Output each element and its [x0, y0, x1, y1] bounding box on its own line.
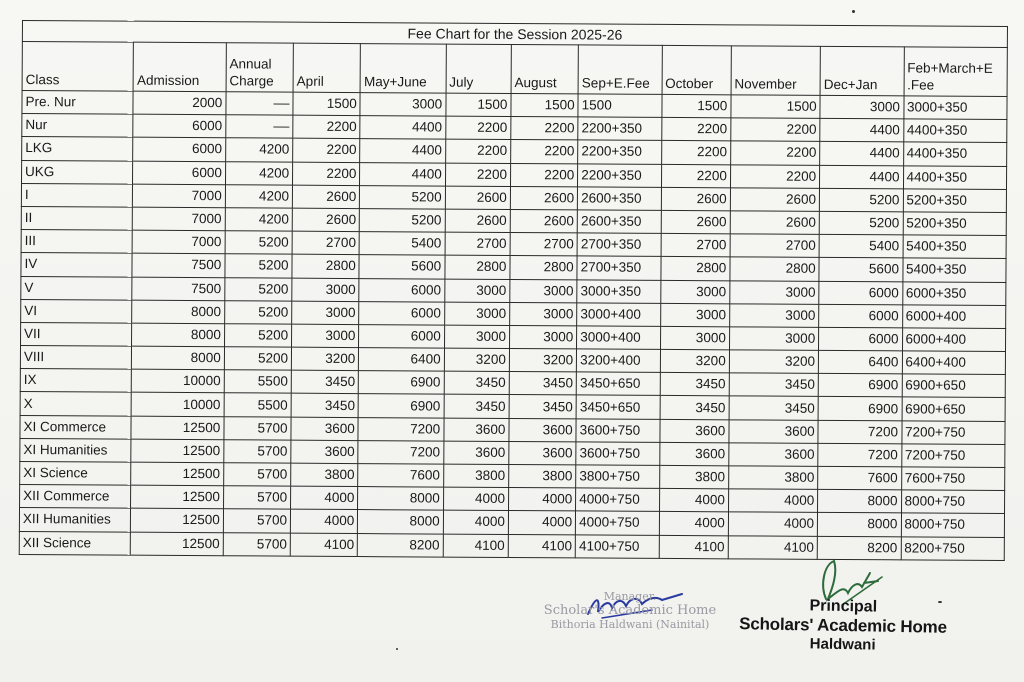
cell-august: 3450 [509, 372, 576, 396]
cell-annual: 5500 [224, 370, 291, 394]
cell-april: 2200 [293, 162, 360, 186]
cell-august: 1500 [511, 93, 578, 117]
cell-sep: 2200+350 [578, 140, 661, 164]
cell-class: I [21, 183, 133, 207]
cell-dec-jan: 8200 [817, 536, 900, 560]
cell-july: 2200 [445, 116, 510, 140]
cell-august: 3000 [510, 302, 577, 326]
cell-october: 3000 [660, 326, 729, 350]
cell-august: 2600 [510, 209, 577, 233]
cell-admission: 6000 [133, 114, 226, 138]
cell-april: 2200 [293, 139, 360, 163]
cell-class: X [20, 392, 132, 416]
cell-dec-jan: 6400 [819, 350, 902, 374]
cell-august: 2700 [510, 233, 577, 257]
fee-table-body [19, 91, 1007, 561]
cell-dec-jan: 8000 [818, 513, 901, 537]
cell-dec-jan: 5600 [819, 258, 902, 282]
cell-feb-march: 5400+350 [902, 258, 1006, 282]
cell-dec-jan: 5200 [819, 211, 902, 235]
cell-feb-march: 7200+750 [901, 444, 1005, 468]
cell-sep: 3600+750 [576, 419, 659, 443]
cell-july: 3800 [443, 464, 508, 488]
manager-school-name: Scholar's Academic Home [543, 603, 717, 618]
cell-october: 3600 [659, 442, 728, 466]
cell-november: 3000 [729, 304, 818, 328]
cell-annual: 4200 [225, 138, 292, 162]
cell-dec-jan: 6900 [818, 397, 901, 421]
cell-class: V [21, 276, 133, 300]
cell-november: 3200 [729, 350, 818, 374]
cell-sep: 2200+350 [578, 117, 661, 141]
cell-may-june: 6900 [358, 394, 443, 418]
cell-may-june: 7200 [358, 440, 443, 464]
cell-annual: 5700 [223, 463, 290, 487]
cell-dec-jan: 6900 [818, 374, 901, 398]
cell-class: XII Science [19, 531, 131, 555]
cell-annual: 4200 [225, 208, 292, 232]
cell-annual: 5200 [224, 300, 291, 324]
cell-annual: 5200 [224, 324, 291, 348]
cell-july: 2800 [445, 255, 510, 279]
cell-august: 3200 [509, 349, 576, 373]
cell-april: 3000 [292, 301, 359, 325]
table-title: Fee Chart for the Session 2025-26 [22, 21, 1007, 48]
cell-april: 4100 [290, 533, 357, 557]
cell-july: 3600 [444, 418, 509, 442]
cell-october: 2200 [661, 118, 730, 142]
cell-november: 1500 [731, 95, 820, 119]
cell-dec-jan: 6000 [819, 327, 902, 351]
cell-admission: 12500 [131, 416, 224, 440]
cell-sep: 2600+350 [577, 210, 660, 234]
cell-october: 3450 [660, 396, 729, 420]
cell-august: 3600 [509, 418, 576, 442]
cell-dec-jan: 8000 [818, 490, 901, 514]
cell-admission: 2000 [133, 91, 226, 115]
cell-annual: 5700 [223, 486, 290, 510]
cell-august: 4000 [508, 511, 575, 535]
cell-october: 2800 [660, 257, 729, 281]
cell-november: 2600 [730, 188, 819, 212]
cell-class: XI Science [20, 461, 132, 485]
principal-school-name: Scholars' Academic Home [739, 614, 947, 637]
scan-speck [852, 10, 855, 13]
cell-august: 2600 [510, 186, 577, 210]
cell-feb-march: 4400+350 [903, 142, 1007, 166]
cell-dec-jan: 4400 [820, 119, 903, 143]
cell-july: 4100 [443, 534, 508, 558]
cell-dec-jan: 7600 [818, 466, 901, 490]
cell-july: 3000 [444, 325, 509, 349]
cell-may-june: 5200 [360, 185, 445, 209]
cell-november: 2800 [730, 257, 819, 281]
cell-july: 3600 [443, 441, 508, 465]
cell-july: 4000 [443, 510, 508, 534]
cell-november: 3450 [729, 396, 818, 420]
cell-sep: 1500 [578, 94, 661, 118]
manager-role: Manager. [603, 590, 657, 603]
cell-sep: 3450+650 [576, 372, 659, 396]
cell-sep: 2600+350 [578, 187, 661, 211]
col-header-annual-line1: Annual [229, 56, 272, 72]
cell-may-june: 6000 [359, 301, 444, 325]
cell-feb-march: 5200+350 [903, 189, 1007, 213]
principal-stamp [738, 596, 949, 655]
cell-annual: 5500 [224, 393, 291, 417]
cell-may-june: 5200 [360, 209, 445, 233]
cell-feb-march: 6000+400 [902, 305, 1006, 329]
cell-feb-march: 6000+350 [902, 281, 1006, 305]
cell-annual: 5200 [225, 254, 292, 278]
cell-admission: 8000 [132, 323, 225, 347]
cell-class: Pre. Nur [22, 91, 134, 115]
cell-admission: 10000 [132, 393, 225, 417]
cell-november: 3000 [730, 280, 819, 304]
cell-may-june: 7600 [358, 464, 443, 488]
cell-may-june: 8200 [358, 533, 443, 557]
cell-dec-jan: 6000 [819, 281, 902, 305]
cell-november: 2200 [730, 164, 819, 188]
col-header-annual-charge [226, 43, 294, 92]
cell-april: 2800 [292, 254, 359, 278]
cell-october: 3200 [660, 349, 729, 373]
col-header-sep: Sep+E.Fee [578, 45, 662, 95]
cell-admission: 7000 [133, 184, 226, 208]
cell-july: 4000 [443, 487, 508, 511]
cell-may-june: 6000 [359, 324, 444, 348]
cell-october: 2700 [661, 234, 730, 258]
col-header-dec-jan: Dec+Jan [820, 46, 904, 96]
cell-class: VI [21, 299, 133, 323]
cell-annual [226, 115, 293, 139]
cell-sep: 2200+350 [578, 163, 661, 187]
fee-chart-table [19, 20, 1008, 561]
cell-august: 2200 [511, 117, 578, 141]
cell-october: 4000 [659, 489, 728, 513]
cell-april: 3600 [291, 417, 358, 441]
cell-may-june: 5400 [359, 232, 444, 256]
cell-feb-march: 7600+750 [901, 467, 1005, 491]
cell-annual [226, 92, 293, 116]
cell-sep: 3800+750 [576, 465, 659, 489]
cell-april: 4000 [290, 510, 357, 534]
cell-august: 2200 [510, 163, 577, 187]
cell-sep: 3600+750 [576, 442, 659, 466]
cell-october: 4100 [659, 535, 728, 559]
cell-feb-march: 6000+400 [902, 328, 1006, 352]
cell-sep: 3000+400 [577, 303, 660, 327]
cell-october: 2200 [661, 141, 730, 165]
cell-dec-jan: 5200 [820, 188, 903, 212]
cell-july: 3450 [444, 395, 509, 419]
cell-may-june: 6000 [359, 278, 444, 302]
cell-april: 2600 [292, 185, 359, 209]
cell-dec-jan: 6000 [819, 304, 902, 328]
cell-october: 3450 [660, 373, 729, 397]
col-header-july: July [446, 44, 512, 93]
cell-april: 4000 [291, 486, 358, 510]
cell-class: II [21, 206, 133, 230]
cell-class: III [21, 230, 133, 254]
manager-stamp [520, 590, 740, 631]
header-row [22, 42, 1007, 97]
cell-november: 3600 [729, 419, 818, 443]
col-header-feb-march [904, 47, 1008, 97]
cell-july: 2700 [445, 232, 510, 256]
cell-class: XII Humanities [19, 508, 131, 532]
cell-april: 1500 [293, 92, 360, 116]
cell-annual: 4200 [225, 161, 292, 185]
cell-annual: 5700 [223, 532, 290, 556]
cell-november: 2200 [731, 118, 820, 142]
col-header-october: October [662, 45, 732, 94]
cell-annual: 4200 [225, 184, 292, 208]
dash-mark [274, 104, 290, 105]
col-header-annual-line2: Charge [229, 73, 274, 89]
cell-class: UKG [22, 160, 134, 184]
cell-august: 2800 [510, 256, 577, 280]
cell-october: 3000 [660, 280, 729, 304]
cell-annual: 5200 [225, 231, 292, 255]
cell-november: 3000 [729, 327, 818, 351]
cell-feb-march: 4400+350 [903, 119, 1007, 143]
cell-admission: 12500 [131, 485, 224, 509]
cell-november: 3450 [729, 373, 818, 397]
cell-april: 3450 [291, 394, 358, 418]
manager-place: Bithoria Haldwani (Nainital) [550, 618, 710, 631]
cell-november: 2700 [730, 234, 819, 258]
cell-may-june: 4400 [360, 162, 445, 186]
cell-may-june: 3000 [360, 93, 445, 117]
cell-annual: 5200 [225, 277, 292, 301]
cell-august: 3450 [509, 395, 576, 419]
cell-november: 4000 [728, 512, 817, 536]
cell-august: 2200 [511, 140, 578, 164]
cell-class: XII Commerce [20, 485, 132, 509]
cell-october: 1500 [661, 94, 730, 118]
cell-class: IV [21, 253, 133, 277]
cell-november: 4000 [728, 489, 817, 513]
cell-annual: 5700 [223, 509, 290, 533]
cell-admission: 8000 [132, 300, 225, 324]
cell-dec-jan: 7200 [818, 420, 901, 444]
cell-april: 3200 [291, 347, 358, 371]
cell-admission: 6000 [133, 138, 226, 162]
cell-november: 4100 [728, 535, 817, 559]
cell-class: Nur [22, 114, 134, 138]
cell-feb-march: 4400+350 [903, 165, 1007, 189]
cell-sep: 2700+350 [577, 256, 660, 280]
cell-april: 3000 [292, 324, 359, 348]
cell-feb-march: 7200+750 [901, 421, 1005, 445]
col-header-april: April [293, 43, 361, 92]
col-header-feb-line2: .Fee [907, 77, 935, 93]
cell-admission: 7500 [132, 277, 225, 301]
cell-november: 3800 [728, 466, 817, 490]
cell-sep: 3000+400 [577, 326, 660, 350]
cell-class: VII [21, 322, 133, 346]
col-header-august: August [511, 44, 579, 93]
cell-october: 2200 [661, 164, 730, 188]
cell-admission: 12500 [131, 462, 224, 486]
cell-class: VIII [20, 346, 132, 370]
cell-august: 3600 [509, 441, 576, 465]
cell-april: 3800 [291, 463, 358, 487]
cell-july: 2600 [445, 186, 510, 210]
principal-title: Principal [809, 597, 878, 616]
principal-place: Haldwani [809, 635, 876, 654]
cell-april: 3000 [292, 278, 359, 302]
cell-class: IX [20, 369, 132, 393]
cell-october: 3800 [659, 465, 728, 489]
cell-may-june: 4400 [360, 139, 445, 163]
cell-admission: 12500 [131, 532, 224, 556]
col-header-may-june: May+June [360, 44, 446, 94]
cell-july: 2200 [445, 139, 510, 163]
cell-october: 3000 [660, 303, 729, 327]
cell-class: LKG [22, 137, 134, 161]
cell-august: 3000 [510, 279, 577, 303]
cell-november: 3600 [729, 443, 818, 467]
cell-sep: 2700+350 [577, 233, 660, 257]
cell-august: 3000 [509, 325, 576, 349]
cell-may-june: 4400 [360, 116, 445, 140]
cell-august: 4100 [508, 534, 575, 558]
cell-dec-jan: 4400 [820, 142, 903, 166]
cell-october: 2600 [661, 210, 730, 234]
cell-dec-jan: 4400 [820, 165, 903, 189]
col-header-november: November [731, 46, 821, 96]
cell-sep: 4000+750 [576, 488, 659, 512]
cell-admission: 8000 [132, 346, 225, 370]
cell-sep: 4000+750 [576, 511, 659, 535]
cell-july: 2200 [445, 163, 510, 187]
cell-annual: 5700 [224, 440, 291, 464]
scan-speck [396, 648, 398, 650]
cell-october: 3600 [659, 419, 728, 443]
cell-may-june: 8000 [358, 510, 443, 534]
cell-dec-jan: 7200 [818, 443, 901, 467]
cell-admission: 7500 [132, 253, 225, 277]
cell-july: 3200 [444, 348, 509, 372]
cell-november: 2200 [730, 141, 819, 165]
cell-feb-march: 8000+750 [901, 490, 1005, 514]
col-header-class: Class [22, 42, 134, 92]
cell-april: 3600 [291, 440, 358, 464]
cell-may-june: 5600 [359, 255, 444, 279]
cell-october: 2600 [661, 187, 730, 211]
cell-july: 2600 [445, 209, 510, 233]
cell-august: 4000 [508, 488, 575, 512]
cell-october: 4000 [659, 512, 728, 536]
cell-admission: 12500 [131, 509, 224, 533]
cell-may-june: 7200 [358, 417, 443, 441]
scan-speck [938, 601, 942, 603]
cell-feb-march: 6900+650 [902, 374, 1006, 398]
cell-april: 2600 [292, 208, 359, 232]
cell-admission: 6000 [133, 161, 226, 185]
cell-annual: 5200 [224, 347, 291, 371]
cell-sep: 3200+400 [577, 349, 660, 373]
cell-class: XI Commerce [20, 415, 132, 439]
cell-admission: 12500 [131, 439, 224, 463]
cell-feb-march: 8200+750 [901, 536, 1005, 560]
cell-sep: 4100+750 [575, 534, 658, 558]
cell-july: 1500 [446, 93, 511, 117]
cell-april: 2700 [292, 231, 359, 255]
cell-july: 3450 [444, 371, 509, 395]
cell-admission: 7000 [133, 207, 226, 231]
cell-feb-march: 6400+400 [902, 351, 1006, 375]
cell-july: 3000 [444, 302, 509, 326]
cell-feb-march: 5400+350 [903, 235, 1007, 259]
cell-sep: 3000+350 [577, 279, 660, 303]
cell-feb-march: 5200+350 [903, 212, 1007, 236]
cell-july: 3000 [444, 279, 509, 303]
cell-may-june: 6900 [359, 371, 444, 395]
cell-feb-march: 3000+350 [903, 96, 1007, 120]
cell-april: 3450 [291, 370, 358, 394]
col-header-feb-line1: Feb+March+E [907, 60, 993, 76]
cell-dec-jan: 5400 [819, 234, 902, 258]
cell-april: 2200 [293, 115, 360, 139]
cell-feb-march: 8000+750 [901, 513, 1005, 537]
cell-class: XI Humanities [20, 438, 132, 462]
cell-august: 3800 [509, 464, 576, 488]
cell-annual: 5700 [224, 416, 291, 440]
dash-mark [273, 127, 289, 128]
col-header-admission: Admission [134, 42, 227, 92]
cell-sep: 3450+650 [576, 395, 659, 419]
cell-may-june: 6400 [359, 348, 444, 372]
cell-dec-jan: 3000 [820, 95, 903, 119]
cell-may-june: 8000 [358, 487, 443, 511]
cell-admission: 7000 [133, 230, 226, 254]
cell-november: 2600 [730, 211, 819, 235]
cell-admission: 10000 [132, 369, 225, 393]
cell-feb-march: 6900+650 [902, 397, 1006, 421]
